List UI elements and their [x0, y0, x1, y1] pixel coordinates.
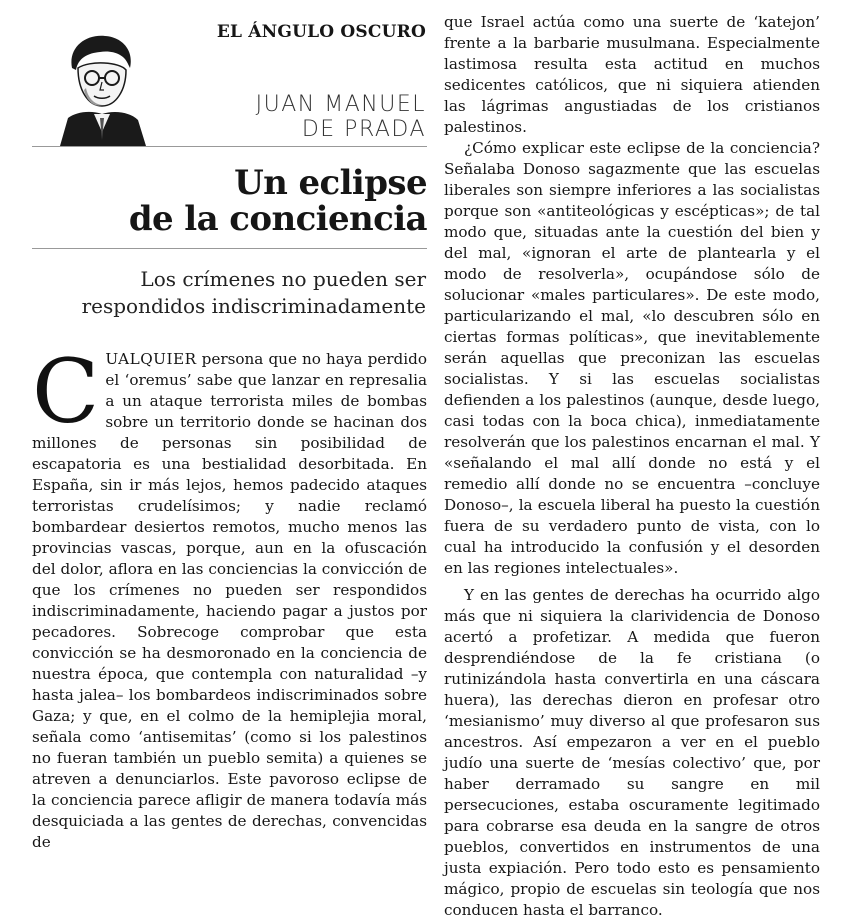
headline-subtitle-line1: Los crímenes no pueden ser — [140, 267, 426, 291]
paragraph-2: ¿Cómo explicar este eclipse de la conciencia? Señalaba Donoso sagazmente que las escuelas liberales son siempre inferiores a las socialistas porque son «antiteológicas y escépticas»; de tal modo que, situadas ante la cuestión del bien y del mal, «ignoran el arte de plantearla y el modo de resolverla», ocupándose sólo de solucionar «males particulares». De este modo, particularizando el mal, «lo descubren sólo en ciertas formas políticas», que inevitablemente serán aquellas que preconizan las escuelas socialistas. Y si las escuelas socialistas defienden a los palestinos (aunque, desde luego, casi todas con la boca chica), inmediatamente resolverán que los palestinos encarnan el mal. Y «señalando el mal allí donde no está y el remedio allí donde no se encuentra –concluye Donoso–, la escuela liberal ha puesto la cuestión fuera de su verdadero punto de vista, con lo cual ha introducido la confusión y el desorden en las regiones intelectuales». — [444, 139, 820, 577]
headline-title-line1: Un eclipse — [234, 163, 427, 203]
author-name-line1: JUAN MANUEL — [255, 92, 426, 117]
article-column-right — [444, 12, 820, 921]
divider — [32, 146, 427, 147]
paragraph-3: Y en las gentes de derechas ha ocurrido algo más que ni siquiera la clarividencia de Donoso acertó a profetizar. A medida que fueron desprendiéndose de la fe cristiana (o rutinizándola hasta convertirla en una cáscara huera), las derechas dieron en profesar otro ‘mesianismo’ muy diverso al que profesaron sus ancestros. Así empezaron a ver en el pueblo judío una suerte de ‘mesías colectivo’ que, por haber derramado su sangre en mil persecuciones, estaba oscuramente legitimado para cobrarse esa deuda en la sangre de otros pueblos, convertidos en instrumentos de una justa expiación. Pero todo esto es pensamiento mágico, propio de escuelas sin teología que nos conducen hasta el barranco. — [444, 586, 820, 919]
headline-subtitle — [60, 266, 426, 320]
headline-title — [32, 165, 427, 237]
divider — [32, 248, 427, 249]
drop-cap: C — [32, 340, 100, 443]
section-title: EL ÁNGULO OSCURO — [216, 22, 426, 42]
headline-subtitle-line2: respondidos indiscriminadamente — [81, 294, 426, 318]
article-column-left — [32, 340, 428, 853]
lead-word: UALQUIER — [105, 350, 197, 368]
author-name-line2: DE PRADA — [301, 117, 426, 142]
headline-title-line2: de la conciencia — [128, 199, 427, 239]
paragraph-1-continued: que Israel actúa como una suerte de ‘katejon’ frente a la barbarie musulmana. Especialmente lastimosa resulta esta actitud en muchos sedicentes católicos, que ni siquiera atienden las lágrimas angustiadas de los cristianos palestinos. — [444, 13, 820, 136]
author-portrait — [50, 28, 150, 146]
author-name — [210, 92, 426, 142]
paragraph-1: persona que no haya perdido el ‘oremus’ sabe que lanzar en represalia a un ataque terrorista miles de bombas sobre un territorio donde se hacinan dos millones de personas sin posibilidad de escapatoria es una bestialidad desorbitada. En España, sin ir más lejos, hemos padecido ataques terroristas crudelísimos; y nadie reclamó bombardear desiertos remotos, mucho menos las provincias vascas, porque, aun en la ofuscación del dolor, aflora en las conciencias la convicción de que los crímenes no pueden ser respondidos indiscriminadamente, haciendo pagar a justos por pecadores. Sobrecoge comprobar que esta convicción se ha desmoronado en la conciencia de nuestra época, que contempla con naturalidad –y hasta jalea– los bombardeos indiscriminados sobre Gaza; y que, en el colmo de la hemiplejia moral, señala como ‘antisemitas’ (como si los palestinos no fueran también un pueblo semita) a quienes se atreven a denunciarlos. Este pavoroso eclipse de la conciencia parece afligir de manera todavía más desquiciada a las gentes de derechas, convencidas de — [32, 350, 428, 851]
